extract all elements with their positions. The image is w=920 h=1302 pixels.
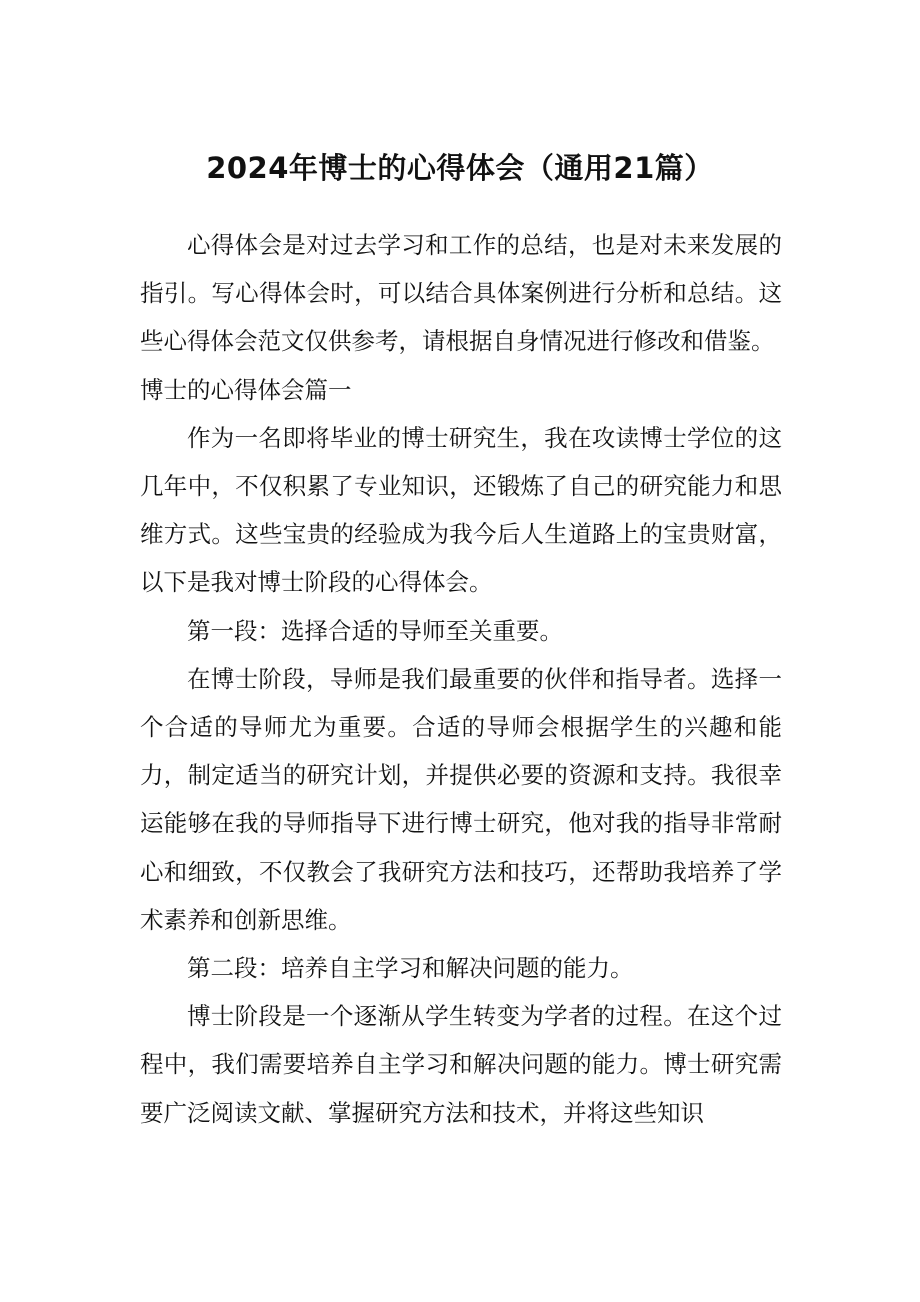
body-paragraph: 在博士阶段，导师是我们最重要的伙伴和指导者。选择一个合适的导师尤为重要。合适的导师会根据学生的兴趣和能力，制定适当的研究计划，并提供必要的资源和支持。我很幸运能够在我的导师指导下进行博士研究，他对我的指导非常耐心和细致，不仅教会了我研究方法和技巧，还帮助我培养了学术素养和创新思维。 bbox=[140, 664, 782, 934]
document-body bbox=[140, 221, 782, 1137]
document-title: 2024年博士的心得体会（通用21篇） bbox=[206, 151, 714, 185]
subsection-heading: 第一段：选择合适的导师至关重要。 bbox=[187, 616, 563, 645]
section-heading: 博士的心得体会篇一 bbox=[140, 375, 352, 404]
body-paragraph: 博士阶段是一个逐渐从学生转变为学者的过程。在这个过程中，我们需要培养自主学习和解决问题的能力。博士研究需要广泛阅读文献、掌握研究方法和技术，并将这些知识 bbox=[140, 1002, 782, 1127]
body-paragraph: 作为一名即将毕业的博士研究生，我在攻读博士学位的这几年中，不仅积累了专业知识，还锻炼了自己的研究能力和思维方式。这些宝贵的经验成为我今后人生道路上的宝贵财富，以下是我对博士阶段的心得体会。 bbox=[140, 423, 782, 597]
subsection-heading: 第二段：培养自主学习和解决问题的能力。 bbox=[187, 954, 634, 983]
intro-paragraph: 心得体会是对过去学习和工作的总结，也是对未来发展的指引。写心得体会时，可以结合具体案例进行分析和总结。这些心得体会范文仅供参考，请根据自身情况进行修改和借鉴。 bbox=[140, 231, 782, 356]
